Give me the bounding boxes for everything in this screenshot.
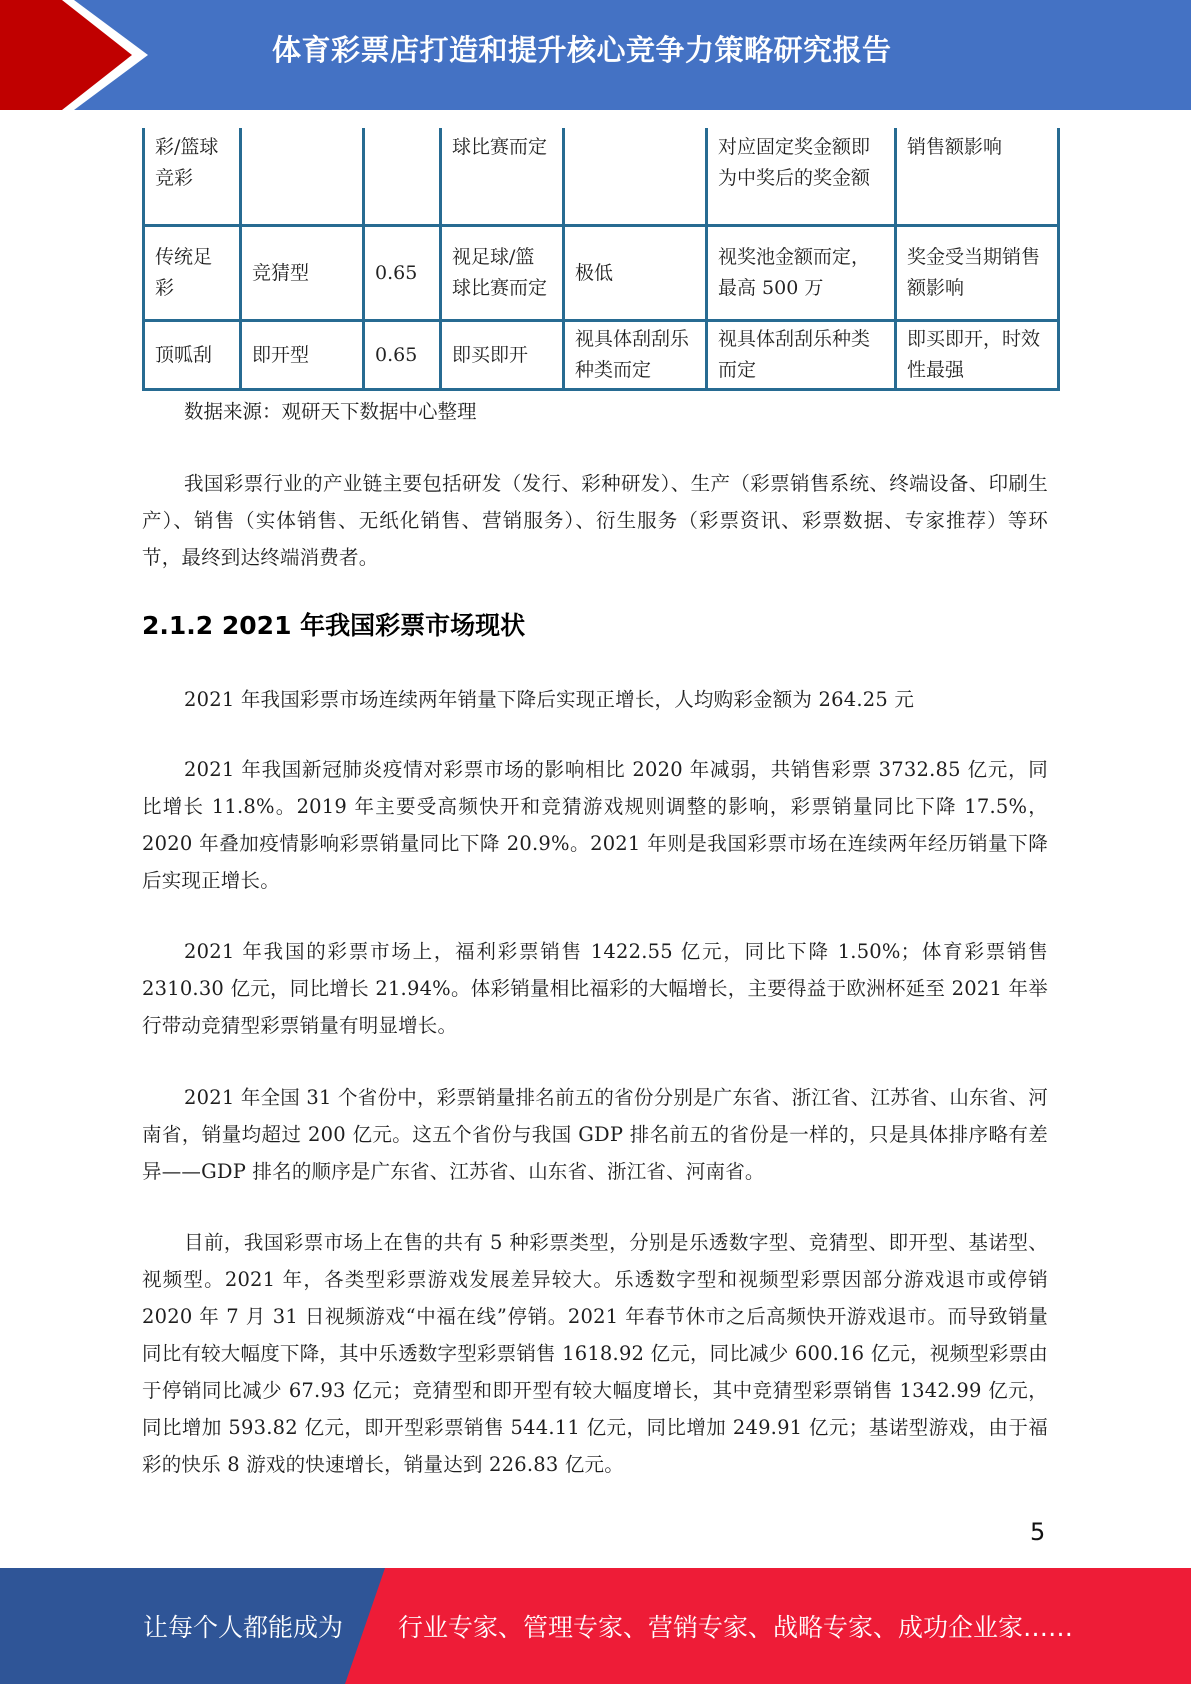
data-source-note: 数据来源：观研天下数据中心整理: [184, 400, 477, 423]
table-cell: 0.65: [364, 226, 441, 321]
table-cell: 极低: [564, 226, 707, 321]
paragraph-market-sales: 2021 年我国新冠肺炎疫情对彩票市场的影响相比 2020 年减弱，共销售彩票 3732.85 亿元，同比增长 11.8%。2019 年主要受高频快开和竞猜游戏规则调整的影响，彩票销量同比下降 17.5%，2020 年叠加疫情影响彩票销量同比下降 20.9%。2021 年则是我国彩票市场在连续两年经历销量下降后实现正增长。: [142, 758, 1048, 892]
paragraph-provinces: 2021 年全国 31 个省份中，彩票销量排名前五的省份分别是广东省、浙江省、江苏省、山东省、河南省，销量均超过 200 亿元。这五个省份与我国 GDP 排名前五的省份是一样的，只是具体排序略有差异——GDP 排名的顺序是广东省、江苏省、山东省、浙江省、河南省。: [142, 1086, 1048, 1183]
page-number: 5: [1030, 1518, 1046, 1546]
table-row: [144, 128, 1059, 226]
header-banner: [0, 0, 1191, 110]
table-cell: [364, 128, 441, 226]
table-cell: 视具体刮刮乐种类而定: [564, 321, 707, 390]
section-heading: 2.1.2 2021 年我国彩票市场现状: [142, 611, 526, 640]
table-cell: 彩/篮球竞彩: [144, 128, 241, 226]
report-title: 体育彩票店打造和提升核心竞争力策略研究报告: [272, 33, 892, 67]
table-cell: 视奖池金额而定，最高 500 万: [707, 226, 896, 321]
table-cell: 顶呱刮: [144, 321, 241, 390]
paragraph-welfare-sports: 2021 年我国的彩票市场上，福利彩票销售 1422.55 亿元，同比下降 1.50%；体育彩票销售 2310.30 亿元，同比增长 21.94%。体彩销量相比福彩的大幅增长，主要得益于欧洲杯延至 2021 年举行带动竞猜型彩票销量有明显增长。: [142, 940, 1048, 1037]
table-row: [144, 226, 1059, 321]
lottery-table-container: [142, 128, 1060, 391]
table-cell: 即开型: [241, 321, 364, 390]
footer-slogan-right: 行业专家、管理专家、营销专家、战略专家、成功企业家……: [398, 1613, 1074, 1642]
red-arrow-icon: [0, 0, 150, 110]
table-cell: 即买即开: [441, 321, 564, 390]
footer-slogan-left: 让每个人都能成为: [143, 1613, 344, 1642]
table-cell: 销售额影响: [896, 128, 1059, 226]
footer-banner: [0, 1568, 1191, 1684]
table-cell: 球比赛而定: [441, 128, 564, 226]
table-cell: 传统足彩: [144, 226, 241, 321]
table-cell: 竞猜型: [241, 226, 364, 321]
paragraph-industry-chain: 我国彩票行业的产业链主要包括研发（发行、彩种研发）、生产（彩票销售系统、终端设备、印刷生产）、销售（实体销售、无纸化销售、营销服务）、衍生服务（彩票资讯、彩票数据、专家推荐）等环节，最终到达终端消费者。: [142, 472, 1048, 569]
paragraph-lottery-types: 目前，我国彩票市场上在售的共有 5 种彩票类型，分别是乐透数字型、竞猜型、即开型、基诺型、视频型。2021 年，各类型彩票游戏发展差异较大。乐透数字型和视频型彩票因部分游戏退市或停销 2020 年 7 月 31 日视频游戏“中福在线”停销。2021 年春节休市之后高频快开游戏退市。而导致销量同比有较大幅度下降，其中乐透数字型彩票销售 1618.92 亿元，同比减少 600.16 亿元，视频型彩票由于停销同比减少 67.93 亿元；竞猜型和即开型有较大幅度增长，其中竞猜型彩票销售 1342.99 亿元，同比增加 593.82 亿元，即开型彩票销售 544.11 亿元，同比增加 249.91 亿元；基诺型游戏，由于福彩的快乐 8 游戏的快速增长，销量达到 226.83 亿元。: [142, 1231, 1048, 1476]
table-cell: 奖金受当期销售额影响: [896, 226, 1059, 321]
table-cell: 对应固定奖金额即为中奖后的奖金额: [707, 128, 896, 226]
table-cell: 视足球/篮球比赛而定: [441, 226, 564, 321]
table-cell: 即买即开，时效性最强: [896, 321, 1059, 390]
table-cell: [564, 128, 707, 226]
paragraph-summary: 2021 年我国彩票市场连续两年销量下降后实现正增长，人均购彩金额为 264.25 元: [184, 688, 915, 711]
table-cell: 视具体刮刮乐种类而定: [707, 321, 896, 390]
table-cell: 0.65: [364, 321, 441, 390]
lottery-types-table: [142, 128, 1060, 391]
table-cell: [241, 128, 364, 226]
table-row: [144, 321, 1059, 390]
